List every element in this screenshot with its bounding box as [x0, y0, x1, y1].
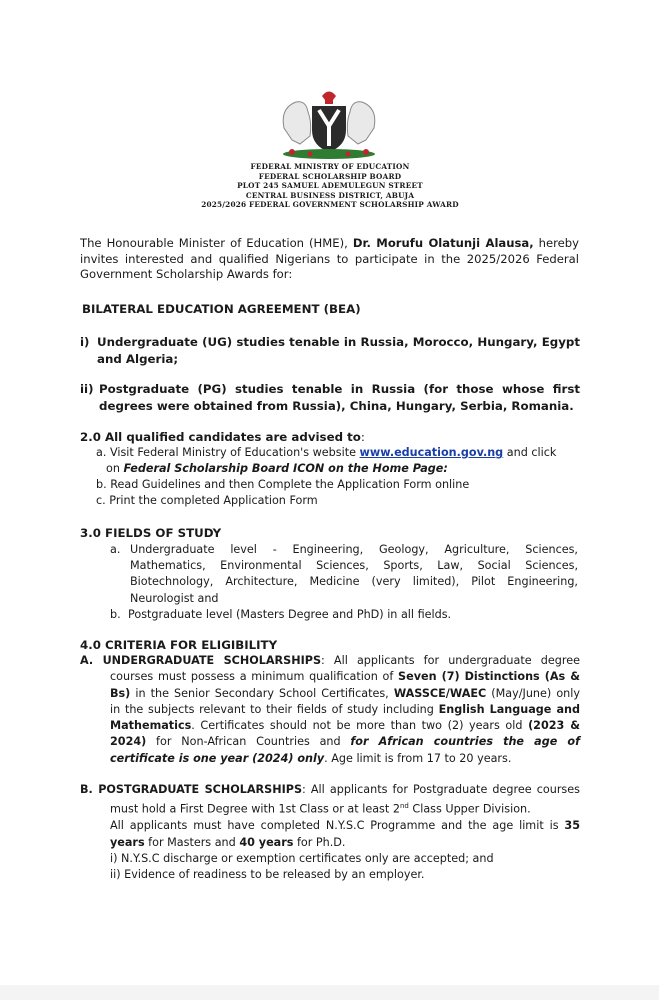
- step-a: [96, 446, 556, 459]
- criteria-emphasis: WASSCE/WAEC: [393, 686, 487, 700]
- criteria-emphasis: Seven (7) Distinctions (As & Bs): [110, 670, 580, 700]
- section-4-heading: 4.0 CRITERIA FOR ELIGIBILITY: [80, 638, 278, 652]
- page-bottom-strip: [0, 985, 659, 1000]
- step-text: a. Visit Federal Ministry of Education's website: [96, 446, 360, 459]
- step-b: b. Read Guidelines and then Complete the Application Form online: [96, 478, 470, 491]
- letterhead: [150, 162, 510, 210]
- step-text: and click: [503, 446, 557, 459]
- criteria-text: (May/June) only in the subjects relevant to their fields of study including: [110, 686, 580, 716]
- criteria-text: for Non-African Countries and: [146, 735, 351, 749]
- field-item-a: [110, 542, 578, 607]
- criteria-text: . Certificates should not be more than two (2) years old: [191, 719, 529, 733]
- field-text: Postgraduate level (Masters Degree and PhD) in all fields.: [128, 608, 452, 621]
- criteria-emphasis: for African countries the age of certificate is one year (2024) only: [110, 735, 580, 765]
- ministry-website-link[interactable]: www.education.gov.ng: [359, 446, 504, 459]
- letterhead-line: PLOT 245 SAMUEL ADEMULEGUN STREET: [237, 181, 423, 191]
- item-text: Postgraduate (PG) studies tenable in Russia (for those whose first degrees were obtained from Russia), China, Hungary, Serbia, Romania.: [99, 382, 580, 413]
- step-a-cont: [106, 462, 448, 475]
- item-text: Undergraduate (UG) studies tenable in Russia, Morocco, Hungary, Egypt and Algeria;: [97, 335, 580, 366]
- intro-text: The Honourable Minister of Education (HME),: [80, 236, 353, 250]
- list-item: [80, 334, 580, 368]
- field-text: Undergraduate level - Engineering, Geology, Agriculture, Sciences, Mathematics, Environmental Sciences, Sports, Law, Social Sciences, Biotechnology, Architecture, Medicine (very limited), Pilot Engineering, Neurologist and: [130, 543, 578, 605]
- criteria-text: : All applicants for undergraduate degree courses must possess a minimum qualification of: [110, 654, 580, 684]
- criteria-label: B. POSTGRADUATE SCHOLARSHIPS: [80, 783, 302, 796]
- criteria-text: for Masters and: [144, 835, 240, 849]
- section-3-heading: 3.0 FIELDS OF STUDY: [80, 526, 222, 540]
- criteria-text: in the Senior Secondary School Certificates,: [130, 686, 394, 700]
- criteria-emphasis: (2023 & 2024): [110, 719, 580, 749]
- step-c: c. Print the completed Application Form: [96, 494, 318, 507]
- letterhead-line: CENTRAL BUSINESS DISTRICT, ABUJA: [245, 190, 415, 200]
- criteria-text: . Age limit is from 17 to 20 years.: [324, 751, 512, 765]
- heading-colon: :: [360, 430, 365, 444]
- intro-text: hereby invites interested and qualified Nigerians to participate in the 2025/2026 Federal Government Scholarship Awards for:: [80, 236, 580, 282]
- criteria-text: All applicants must have completed N.Y.S.C Programme and the age limit is: [110, 819, 565, 833]
- requirement-ii: ii) Evidence of readiness to be released by an employer.: [110, 868, 425, 882]
- list-item: [80, 381, 580, 415]
- bea-heading: BILATERAL EDUCATION AGREEMENT (BEA): [82, 302, 361, 316]
- superscript: nd: [399, 802, 409, 811]
- item-number: i): [80, 335, 90, 349]
- criteria-label: A. UNDERGRADUATE SCHOLARSHIPS: [80, 654, 322, 667]
- criteria-undergraduate: [80, 653, 580, 767]
- step-text: on: [106, 462, 124, 475]
- criteria-text: : All applicants for Postgraduate degree courses must hold a First Degree with 1st Class or at least 2: [110, 783, 580, 817]
- item-number: ii): [80, 382, 94, 396]
- field-item-b: [110, 607, 578, 623]
- scholarship-board-icon-text: Federal Scholarship Board ICON on the Home Page:: [123, 462, 448, 475]
- criteria-emphasis: 40 years: [239, 835, 294, 849]
- heading-text: 2.0 All qualified candidates are advised to: [80, 430, 361, 444]
- requirement-i: i) N.Y.S.C discharge or exemption certificates only are accepted; and: [110, 851, 494, 865]
- letterhead-line: FEDERAL SCHOLARSHIP BOARD: [258, 171, 402, 181]
- criteria-emphasis: English Language and Mathematics: [110, 702, 580, 733]
- criteria-text: for Ph.D.: [293, 835, 346, 849]
- letterhead-line: FEDERAL MINISTRY OF EDUCATION: [250, 162, 410, 171]
- criteria-emphasis: 35 years: [110, 819, 580, 849]
- criteria-text: Class Upper Division.: [408, 803, 531, 817]
- intro-paragraph: [80, 236, 579, 283]
- nigeria-coat-of-arms-icon: [270, 88, 388, 160]
- item-mark: b.: [110, 608, 121, 621]
- letterhead-line: 2025/2026 FEDERAL GOVERNMENT SCHOLARSHIP AWARD: [201, 200, 459, 210]
- section-2-heading: [80, 430, 365, 444]
- minister-name: Dr. Morufu Olatunji Alausa,: [352, 236, 534, 250]
- criteria-postgraduate: [80, 782, 580, 884]
- item-mark: a.: [110, 543, 121, 556]
